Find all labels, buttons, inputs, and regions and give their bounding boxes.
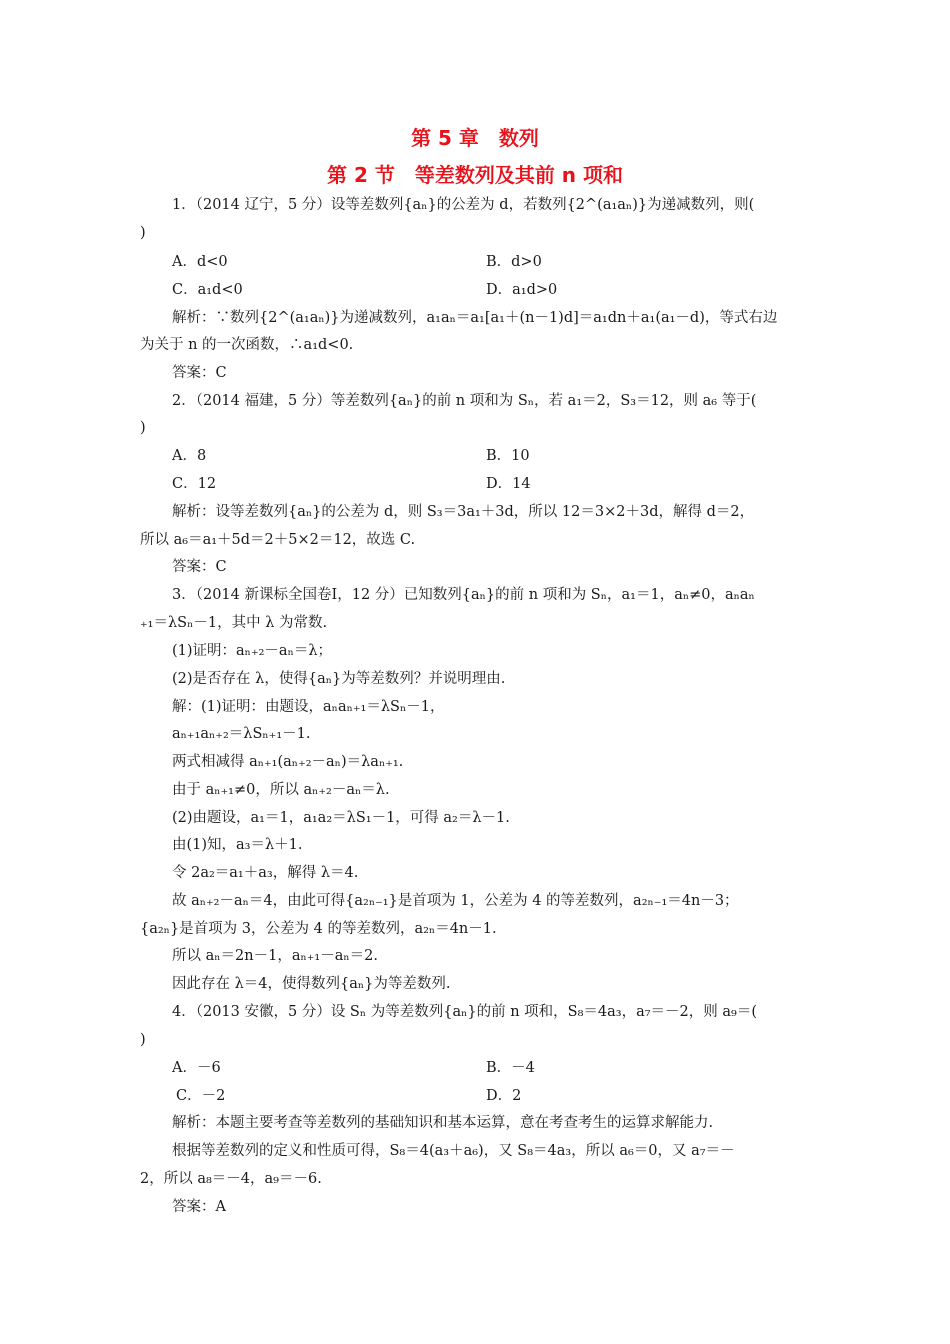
problem-1-stem: 1．（2014 辽宁，5 分）设等差数列{aₙ}的公差为 d，若数列{2^(a₁aₙ)}为递减数列，则(: [172, 197, 755, 213]
solution-line: 故 aₙ₊₂－aₙ＝4，由此可得{a₂ₙ₋₁}是首项为 1，公差为 4 的等差数列，a₂ₙ₋₁＝4n－3；: [172, 893, 739, 909]
option-b: B．－4: [486, 1060, 535, 1076]
problem-3-part-1: (1)证明：aₙ₊₂－aₙ＝λ；: [172, 643, 333, 659]
solution-line: 因此存在 λ＝4，使得数列{aₙ}为等差数列.: [172, 976, 451, 992]
section-title: 第 2 节 等差数列及其前 n 项和: [326, 163, 623, 187]
solution-line: 由(1)知，a₃＝λ＋1.: [172, 837, 303, 853]
solution-line: 两式相减得 aₙ₊₁(aₙ₊₂－aₙ)＝λaₙ₊₁.: [172, 754, 404, 770]
option-c: C．12: [172, 476, 217, 492]
option-a: A．8: [172, 448, 207, 464]
problem-3-stem-cont: ₊₁＝λSₙ－1，其中 λ 为常数.: [140, 615, 328, 631]
problem-3-stem: 3．（2014 新课标全国卷Ⅰ，12 分）已知数列{aₙ}的前 n 项和为 Sₙ，a₁＝1，aₙ≠0，aₙaₙ: [172, 587, 755, 603]
problem-3-part-2: (2)是否存在 λ，使得{aₙ}为等差数列？并说明理由.: [172, 671, 506, 687]
solution-line: (2)由题设，a₁＝1，a₁a₂＝λS₁－1，可得 a₂＝λ－1.: [172, 810, 510, 826]
solution-line: aₙ₊₁aₙ₊₂＝λSₙ₊₁－1.: [172, 726, 311, 742]
problem-2-stem-end: ): [140, 420, 146, 436]
solution-line: 所以 aₙ＝2n－1，aₙ₊₁－aₙ＝2.: [172, 948, 378, 964]
solution-line: {a₂ₙ}是首项为 3，公差为 4 的等差数列，a₂ₙ＝4n－1.: [140, 921, 497, 937]
option-d: D．14: [486, 476, 531, 492]
problem-2-analysis: 解析：设等差数列{aₙ}的公差为 d，则 S₃＝3a₁＋3d，所以 12＝3×2＋3d，解得 d＝2，: [172, 504, 755, 520]
problem-2-stem: 2．（2014 福建，5 分）等差数列{aₙ}的前 n 项和为 Sₙ，若 a₁＝2，S₃＝12，则 a₆ 等于(: [172, 393, 757, 409]
problem-4-analysis: 解析：本题主要考查等差数列的基础知识和基本运算，意在考查考生的运算求解能力.: [172, 1115, 714, 1131]
problem-4-analysis-cont: 根据等差数列的定义和性质可得，S₈＝4(a₃＋a₆)，又 S₈＝4a₃，所以 a₆＝0，又 a₇＝－: [172, 1143, 735, 1159]
problem-4-analysis-cont-2: 2，所以 a₈＝－4，a₉＝－6.: [140, 1171, 322, 1187]
problem-4-answer: 答案：A: [172, 1199, 226, 1215]
problem-4-stem-end: ): [140, 1032, 146, 1048]
problem-1-analysis: 解析：∵数列{2^(a₁aₙ)}为递减数列，a₁aₙ＝a₁[a₁＋(n－1)d]＝a₁dn＋a₁(a₁－d)，等式右边: [172, 310, 778, 326]
problem-1-answer: 答案：C: [172, 365, 227, 381]
chapter-title: 第 5 章 数列: [411, 126, 539, 150]
problem-2-answer: 答案：C: [172, 559, 227, 575]
option-a: A．d<0: [172, 254, 228, 270]
problem-2-analysis-cont: 所以 a₆＝a₁＋5d＝2＋5×2＝12，故选 C.: [140, 532, 416, 548]
problem-1-stem-end: ): [140, 225, 146, 241]
problem-1-analysis-cont: 为关于 n 的一次函数，∴a₁d<0.: [140, 337, 354, 353]
option-d: D．2: [486, 1088, 522, 1104]
option-d: D．a₁d>0: [486, 282, 558, 298]
solution-line: 解：(1)证明：由题设，aₙaₙ₊₁＝λSₙ－1，: [172, 699, 445, 715]
option-c: C．－2: [176, 1088, 226, 1104]
option-c: C．a₁d<0: [172, 282, 243, 298]
solution-line: 由于 aₙ₊₁≠0，所以 aₙ₊₂－aₙ＝λ.: [172, 782, 390, 798]
option-a: A．－6: [172, 1060, 221, 1076]
option-b: B．d>0: [486, 254, 542, 270]
solution-line: 令 2a₂＝a₁＋a₃，解得 λ＝4.: [172, 865, 359, 881]
option-b: B．10: [486, 448, 530, 464]
problem-4-stem: 4．（2013 安徽，5 分）设 Sₙ 为等差数列{aₙ}的前 n 项和，S₈＝4a₃，a₇＝－2，则 a₉＝(: [172, 1004, 758, 1020]
